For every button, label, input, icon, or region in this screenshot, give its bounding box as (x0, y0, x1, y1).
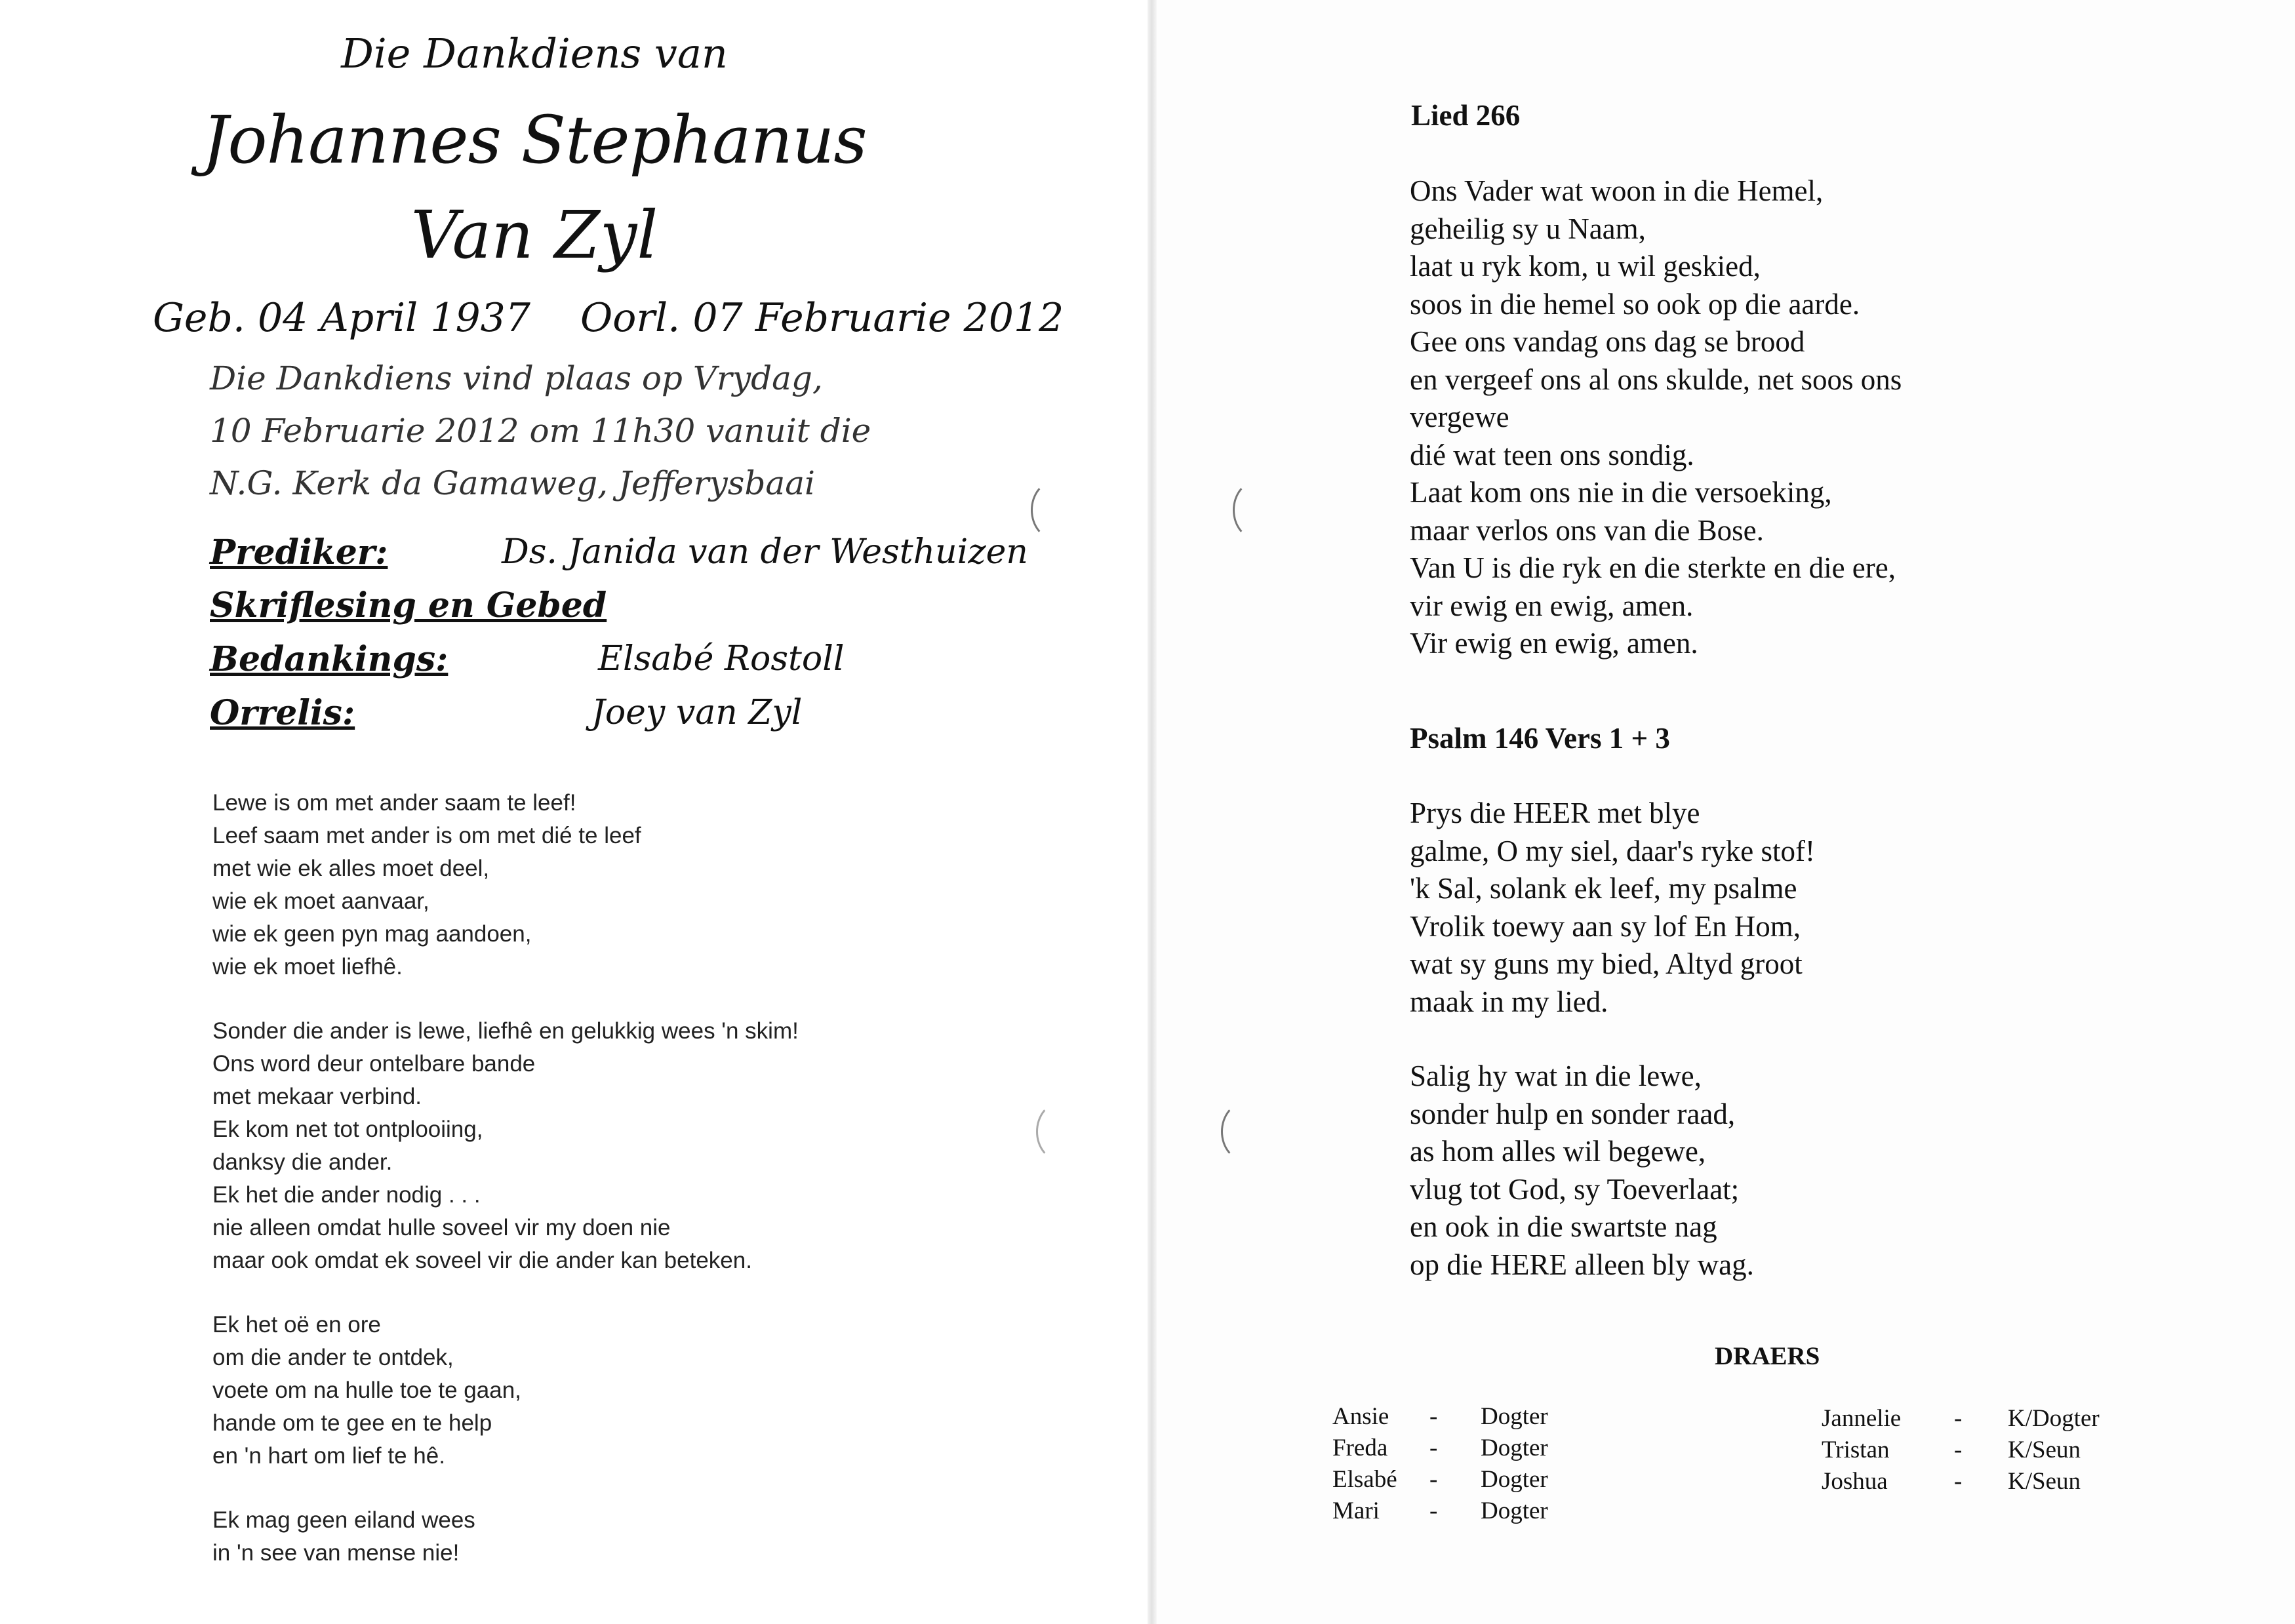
psalm-line: vlug tot God, sy Toeverlaat; (1410, 1172, 1740, 1206)
poem-line: Ek mag geen eiland wees (212, 1507, 475, 1533)
bearer-dash: - (1429, 1403, 1438, 1430)
bearers-dashes-right (1954, 1403, 1962, 1497)
psalm-line: as hom alles wil begewe, (1410, 1135, 1706, 1168)
service-heading: Die Dankdiens van (341, 30, 728, 77)
bearer-relation: Dogter (1481, 1435, 1548, 1461)
bearer-relation: Dogter (1481, 1497, 1548, 1524)
poem-stanza (212, 1015, 799, 1277)
hymn-line: vir ewig en ewig, amen. (1410, 589, 1694, 622)
psalm-line: sonder hulp en sonder raad, (1410, 1097, 1736, 1130)
poem-line: wie ek moet liefhê. (212, 954, 403, 980)
birth-date: Geb. 04 April 1937 (153, 295, 530, 341)
role-person-thanks: Elsabé Rostoll (598, 639, 845, 679)
service-detail-line: 10 Februarie 2012 om 11h30 vanuit die (210, 412, 871, 450)
hymn-line: Gee ons vandag ons dag se brood (1410, 325, 1805, 358)
psalm-line: op die HERE alleen bly wag. (1410, 1248, 1754, 1281)
deceased-name-line2: Van Zyl (410, 197, 658, 273)
hymn-line: Ons Vader wat woon in die Hemel, (1410, 174, 1824, 207)
bearer-dash: - (1954, 1405, 1963, 1432)
poem-line: Ons word deur ontelbare bande (212, 1051, 536, 1077)
poem-line: wie ek geen pyn mag aandoen, (212, 921, 532, 947)
bearer-name: Mari (1332, 1497, 1380, 1524)
psalm-line: Prys die HEER met blye (1410, 797, 1700, 829)
bearer-relation: Dogter (1481, 1466, 1548, 1493)
poem-line: en 'n hart om lief te hê. (212, 1443, 445, 1469)
bearer-name: Tristan (1822, 1436, 1890, 1463)
bearer-name: Joshua (1822, 1468, 1888, 1495)
poem-line: hande om te gee en te help (212, 1410, 492, 1436)
bearer-dash: - (1429, 1435, 1438, 1461)
role-person-organist: Joey van Zyl (591, 693, 803, 732)
service-detail-line: N.G. Kerk da Gamaweg, Jefferysbaai (210, 464, 816, 502)
hymn-line: Laat kom ons nie in die versoeking, (1410, 476, 1832, 509)
bearer-relation: K/Dogter (2008, 1405, 2100, 1432)
role-label-preacher: Prediker: (210, 532, 388, 572)
poem-stanza (212, 1504, 799, 1570)
hymn-title: Lied 266 (1411, 99, 1521, 132)
role-label-organist: Orrelis: (210, 693, 355, 733)
punch-hole-mark (1036, 1101, 1086, 1162)
poem-line: in 'n see van mense nie! (212, 1540, 460, 1566)
poem-stanza (212, 787, 799, 983)
poem-line: Ek kom net tot ontplooiing, (212, 1117, 483, 1142)
hymn-line: Van U is die ryk en die sterkte en die ere, (1410, 551, 1896, 584)
bearers-relations-right (2008, 1403, 2100, 1497)
poem-line: Sonder die ander is lewe, liefhê en gelukkig wees 'n skim! (212, 1018, 799, 1044)
punch-hole-mark (1221, 1101, 1271, 1162)
poem-line: voete om na hulle toe te gaan, (212, 1377, 521, 1403)
bearer-dash: - (1954, 1436, 1963, 1463)
poem-line: om die ander te ontdek, (212, 1345, 454, 1370)
bearer-relation: K/Seun (2008, 1436, 2081, 1463)
hymn-line: maar verlos ons van die Bose. (1410, 513, 1764, 547)
psalm-stanza (1410, 1058, 1815, 1284)
psalm-line: galme, O my siel, daar's ryke stof! (1410, 834, 1815, 867)
psalm-line: wat sy guns my bied, Altyd groot (1410, 947, 1803, 980)
bearers-names-right (1822, 1403, 1901, 1497)
psalm-title: Psalm 146 Vers 1 + 3 (1410, 722, 1670, 755)
poem-line: met mekaar verbind. (212, 1084, 422, 1109)
poem-line: Ek het oë en ore (212, 1312, 381, 1337)
poem-line: danksy die ander. (212, 1149, 393, 1175)
poem (212, 787, 799, 1570)
hymn-line: en vergeef ons al ons skulde, net soos ons (1410, 363, 1902, 396)
poem-line: Leef saam met ander is om met dié te leef (212, 823, 641, 848)
deceased-name-line1: Johannes Stephanus (202, 102, 867, 178)
poem-line: met wie ek alles moet deel, (212, 856, 490, 881)
hymn-line: dié wat teen ons sondig. (1410, 438, 1694, 471)
hymn-text (1410, 172, 1902, 663)
psalm-stanza (1410, 795, 1815, 1021)
bearer-name: Ansie (1332, 1403, 1389, 1430)
bearers-relations-left (1481, 1401, 1548, 1527)
punch-hole-mark (1233, 480, 1283, 540)
psalm-line: Salig hy wat in die lewe, (1410, 1060, 1702, 1092)
hymn-line: vergewe (1410, 401, 1509, 433)
bearer-relation: Dogter (1481, 1403, 1548, 1430)
psalm-text (1410, 795, 1815, 1284)
poem-line: maar ook omdat ek soveel vir die ander kan beteken. (212, 1248, 752, 1273)
bearer-dash: - (1429, 1497, 1438, 1524)
hymn-line: Vir ewig en ewig, amen. (1410, 627, 1698, 660)
bearer-dash: - (1429, 1466, 1438, 1493)
page-fold (1148, 0, 1157, 1624)
role-label-thanks: Bedankings: (210, 639, 449, 679)
bearer-name: Jannelie (1822, 1405, 1902, 1432)
bearer-relation: K/Seun (2008, 1468, 2081, 1495)
psalm-line: Vrolik toewy aan sy lof En Hom, (1410, 909, 1801, 943)
poem-line: Ek het die ander nodig . . . (212, 1182, 481, 1208)
role-person-preacher: Ds. Janida van der Westhuizen (502, 532, 1028, 572)
psalm-line: en ook in die swartste nag (1410, 1210, 1717, 1243)
hymn-line: soos in die hemel so ook op die aarde. (1410, 287, 1860, 321)
poem-stanza (212, 1309, 799, 1473)
death-date: Oorl. 07 Februarie 2012 (580, 295, 1064, 341)
bearer-name: Elsabé (1332, 1466, 1397, 1493)
bearers-dashes-left (1429, 1401, 1437, 1527)
poem-line: nie alleen omdat hulle soveel vir my doen nie (212, 1215, 671, 1240)
psalm-line: maak in my lied. (1410, 985, 1608, 1018)
poem-line: Lewe is om met ander saam te leef! (212, 790, 576, 816)
psalm-line: 'k Sal, solank ek leef, my psalme (1410, 872, 1797, 905)
poem-line: wie ek moet aanvaar, (212, 888, 429, 914)
punch-hole-mark (1031, 480, 1081, 540)
bearer-name: Freda (1332, 1435, 1388, 1461)
bearers-names-left (1332, 1401, 1397, 1527)
bearer-dash: - (1954, 1468, 1963, 1495)
service-detail-line: Die Dankdiens vind plaas op Vrydag, (210, 359, 823, 397)
hymn-line: laat u ryk kom, u wil geskied, (1410, 250, 1761, 283)
role-label-scripture: Skriflesing en Gebed (210, 585, 607, 625)
bearers-title: DRAERS (1715, 1342, 1820, 1370)
hymn-line: geheilig sy u Naam, (1410, 212, 1646, 245)
